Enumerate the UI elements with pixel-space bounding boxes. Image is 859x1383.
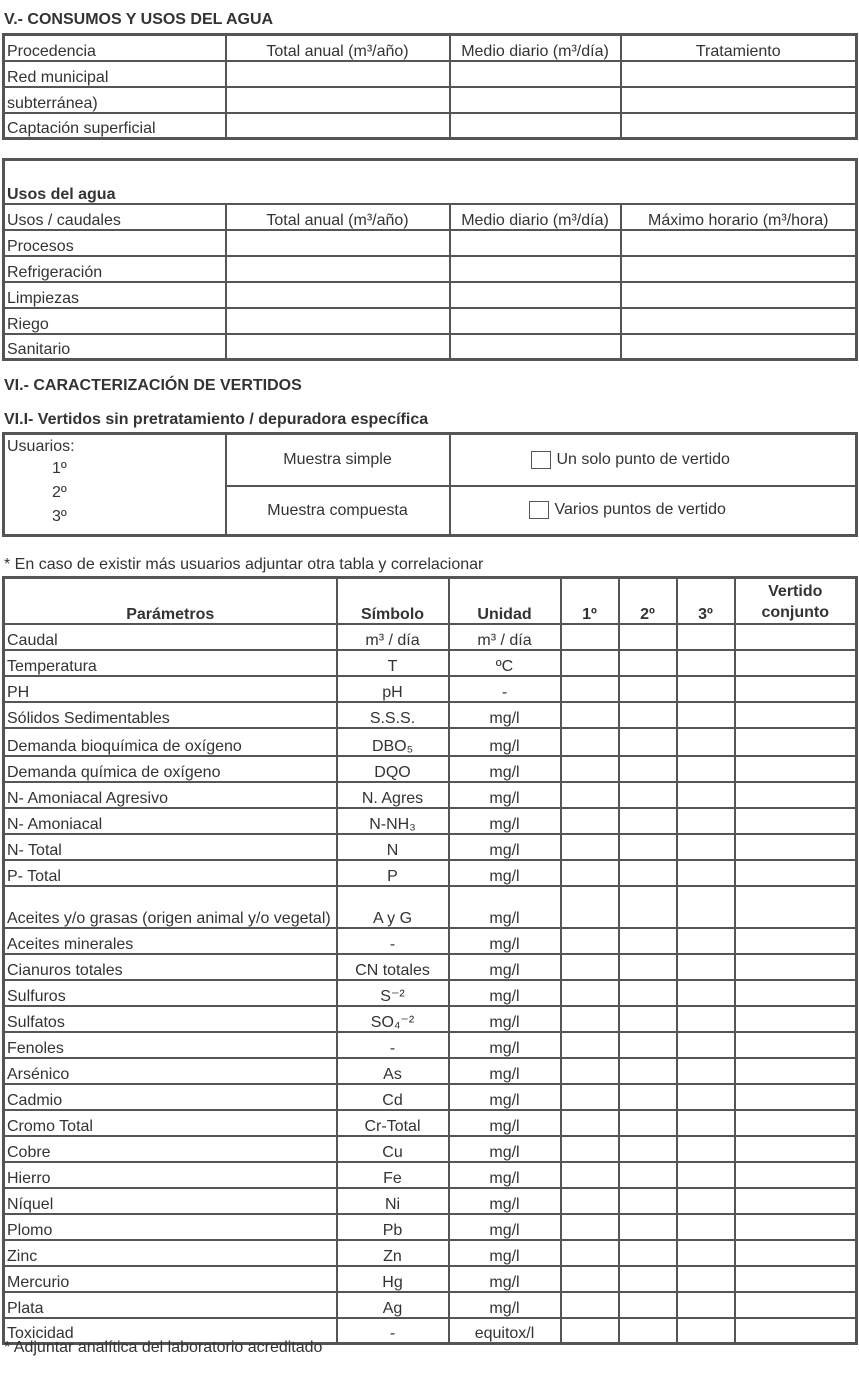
param-name: N- Amoniacal: [4, 808, 337, 834]
section-vi-subtitle: VI.I- Vertidos sin pretratamiento / depuradora específica: [4, 411, 429, 428]
table-row: [4, 1084, 857, 1110]
table-row: [4, 1110, 857, 1136]
input-cell[interactable]: [621, 282, 857, 308]
vertido-conjunto-cell[interactable]: [735, 928, 857, 954]
table-row: [4, 1292, 857, 1318]
value-cell[interactable]: [561, 1110, 619, 1136]
usuario-1: 1º: [52, 460, 67, 477]
input-cell[interactable]: [226, 256, 450, 282]
medio-diario-header: Medio diario (m³/día): [450, 204, 621, 230]
param-name: Cromo Total: [4, 1110, 337, 1136]
param-name: Mercurio: [4, 1266, 337, 1292]
param-symbol: S⁻²: [337, 980, 449, 1006]
value-cell[interactable]: [619, 1292, 677, 1318]
vertido-conjunto-cell[interactable]: [735, 1084, 857, 1110]
value-cell[interactable]: [677, 886, 735, 928]
value-cell[interactable]: [561, 650, 619, 676]
input-cell[interactable]: [450, 113, 621, 139]
param-unit: mg/l: [449, 1214, 561, 1240]
value-cell[interactable]: [619, 1318, 677, 1344]
param-symbol: N-NH₃: [337, 808, 449, 834]
total-anual-header: Total anual (m³/año): [226, 35, 450, 61]
table-row: [4, 1240, 857, 1266]
table-row: [4, 1188, 857, 1214]
input-cell[interactable]: [226, 282, 450, 308]
vertido-conjunto-cell[interactable]: [735, 1006, 857, 1032]
input-cell[interactable]: [621, 256, 857, 282]
param-unit: mg/l: [449, 954, 561, 980]
value-cell[interactable]: [619, 756, 677, 782]
value-cell[interactable]: [561, 1214, 619, 1240]
note-usuarios: * En caso de existir más usuarios adjuntar otra tabla y correlacionar: [4, 556, 484, 573]
param-name: P- Total: [4, 860, 337, 886]
input-cell[interactable]: [621, 113, 857, 139]
value-cell[interactable]: [561, 1318, 619, 1344]
param-name: Sulfuros: [4, 980, 337, 1006]
vertido-conjunto-cell[interactable]: [735, 1292, 857, 1318]
tratamiento-header: Tratamiento: [621, 35, 857, 61]
value-cell[interactable]: [677, 1188, 735, 1214]
vertido-conjunto-cell[interactable]: [735, 782, 857, 808]
procedencia-row-label: Captación superficial: [4, 113, 226, 139]
param-unit: mg/l: [449, 1058, 561, 1084]
vertido-conjunto-cell[interactable]: [735, 1162, 857, 1188]
input-cell[interactable]: [450, 230, 621, 256]
section-vi-title: VI.- CARACTERIZACIÓN DE VERTIDOS: [4, 377, 302, 394]
param-unit: mg/l: [449, 1084, 561, 1110]
value-cell[interactable]: [619, 624, 677, 650]
param-unit: mg/l: [449, 808, 561, 834]
param-unit: mg/l: [449, 1240, 561, 1266]
value-cell[interactable]: [619, 1240, 677, 1266]
value-cell[interactable]: [677, 1032, 735, 1058]
usuario-3: 3º: [52, 508, 67, 525]
param-symbol: -: [337, 1318, 449, 1344]
param-symbol: N. Agres: [337, 782, 449, 808]
value-cell[interactable]: [677, 676, 735, 702]
value-cell[interactable]: [677, 1240, 735, 1266]
params-header-unidad: Unidad: [449, 578, 561, 624]
vertido-conjunto-cell[interactable]: [735, 1058, 857, 1084]
table-row: [4, 1214, 857, 1240]
vertido-conjunto-cell[interactable]: [735, 650, 857, 676]
value-cell[interactable]: [561, 1188, 619, 1214]
param-name: Cianuros totales: [4, 954, 337, 980]
input-cell[interactable]: [226, 61, 450, 87]
params-header-3: 3º: [677, 578, 735, 624]
value-cell[interactable]: [619, 808, 677, 834]
param-name: Níquel: [4, 1188, 337, 1214]
value-cell[interactable]: [677, 782, 735, 808]
param-unit: mg/l: [449, 928, 561, 954]
param-unit: m³ / día: [449, 624, 561, 650]
table-row: [4, 1058, 857, 1084]
muestra-simple-label: Muestra simple: [226, 434, 450, 486]
param-symbol: Ag: [337, 1292, 449, 1318]
value-cell[interactable]: [677, 650, 735, 676]
procedencia-header: Procedencia: [4, 35, 226, 61]
usuarios-table: [2, 432, 858, 537]
table-row: [4, 1136, 857, 1162]
param-symbol: SO₄⁻²: [337, 1006, 449, 1032]
vertido-conjunto-cell[interactable]: [735, 1318, 857, 1344]
value-cell[interactable]: [561, 1266, 619, 1292]
value-cell[interactable]: [677, 860, 735, 886]
param-name: Caudal: [4, 624, 337, 650]
param-unit: mg/l: [449, 1266, 561, 1292]
vertido-conjunto-cell[interactable]: [735, 1266, 857, 1292]
vertido-conjunto-cell[interactable]: [735, 808, 857, 834]
param-symbol: Pb: [337, 1214, 449, 1240]
param-name: Temperatura: [4, 650, 337, 676]
value-cell[interactable]: [677, 1292, 735, 1318]
vertido-conjunto-cell[interactable]: [735, 1214, 857, 1240]
param-symbol: Cd: [337, 1084, 449, 1110]
param-symbol: m³ / día: [337, 624, 449, 650]
value-cell[interactable]: [619, 860, 677, 886]
usos-title: Usos del agua: [4, 160, 857, 204]
input-cell[interactable]: [450, 61, 621, 87]
procedencia-row-label: subterránea): [4, 87, 226, 113]
param-unit: mg/l: [449, 1292, 561, 1318]
input-cell[interactable]: [450, 334, 621, 360]
param-symbol: Ni: [337, 1188, 449, 1214]
value-cell[interactable]: [619, 834, 677, 860]
param-name: Hierro: [4, 1162, 337, 1188]
value-cell[interactable]: [561, 954, 619, 980]
value-cell[interactable]: [619, 676, 677, 702]
value-cell[interactable]: [561, 1136, 619, 1162]
usos-row-label: Limpiezas: [4, 282, 226, 308]
total-anual-header: Total anual (m³/año): [226, 204, 450, 230]
param-name: Aceites minerales: [4, 928, 337, 954]
param-name: Sólidos Sedimentables: [4, 702, 337, 728]
input-cell[interactable]: [621, 334, 857, 360]
value-cell[interactable]: [619, 1032, 677, 1058]
value-cell[interactable]: [677, 1058, 735, 1084]
param-name: Plomo: [4, 1214, 337, 1240]
value-cell[interactable]: [561, 834, 619, 860]
value-cell[interactable]: [677, 834, 735, 860]
value-cell[interactable]: [619, 886, 677, 928]
value-cell[interactable]: [619, 728, 677, 756]
value-cell[interactable]: [677, 728, 735, 756]
param-name: N- Amoniacal Agresivo: [4, 782, 337, 808]
value-cell[interactable]: [677, 928, 735, 954]
params-header-parametros: Parámetros: [4, 578, 337, 624]
medio-diario-header: Medio diario (m³/día): [450, 35, 621, 61]
un-solo-label: Un solo punto de vertido: [556, 450, 730, 468]
varios-label: Varios puntos de vertido: [554, 501, 726, 519]
vertido-conjunto-cell[interactable]: [735, 1110, 857, 1136]
param-unit: mg/l: [449, 728, 561, 756]
procedencia-row-label: Red municipal: [4, 61, 226, 87]
value-cell[interactable]: [619, 1084, 677, 1110]
param-symbol: DQO: [337, 756, 449, 782]
note-laboratorio: * Adjuntar analítica del laboratorio acreditado: [4, 1339, 323, 1356]
usos-row-label: Procesos: [4, 230, 226, 256]
un-solo-checkbox[interactable]: [531, 451, 551, 469]
value-cell[interactable]: [561, 728, 619, 756]
param-unit: mg/l: [449, 1162, 561, 1188]
table-row: [4, 954, 857, 980]
value-cell[interactable]: [561, 886, 619, 928]
table-row: [4, 980, 857, 1006]
value-cell[interactable]: [561, 1006, 619, 1032]
param-symbol: N: [337, 834, 449, 860]
value-cell[interactable]: [561, 624, 619, 650]
un-solo-option[interactable]: [450, 434, 857, 486]
table-row: [4, 886, 857, 928]
value-cell[interactable]: [619, 954, 677, 980]
param-symbol: Hg: [337, 1266, 449, 1292]
usuarios-label: Usuarios:: [7, 438, 75, 455]
param-symbol: S.S.S.: [337, 702, 449, 728]
vertido-conjunto-cell[interactable]: [735, 1188, 857, 1214]
input-cell[interactable]: [621, 308, 857, 334]
param-name: N- Total: [4, 834, 337, 860]
param-symbol: T: [337, 650, 449, 676]
value-cell[interactable]: [619, 1136, 677, 1162]
vertido-conjunto-cell[interactable]: [735, 1240, 857, 1266]
value-cell[interactable]: [619, 1162, 677, 1188]
vertido-conjunto-cell[interactable]: [735, 702, 857, 728]
param-unit: mg/l: [449, 980, 561, 1006]
value-cell[interactable]: [677, 756, 735, 782]
param-unit: ºC: [449, 650, 561, 676]
value-cell[interactable]: [677, 1214, 735, 1240]
input-cell[interactable]: [621, 87, 857, 113]
param-unit: mg/l: [449, 782, 561, 808]
value-cell[interactable]: [677, 954, 735, 980]
param-name: Arsénico: [4, 1058, 337, 1084]
vertido-conjunto-cell[interactable]: [735, 1032, 857, 1058]
usuario-2: 2º: [52, 484, 67, 501]
input-cell[interactable]: [226, 230, 450, 256]
table-row: [4, 860, 857, 886]
value-cell[interactable]: [561, 702, 619, 728]
param-unit: mg/l: [449, 1136, 561, 1162]
value-cell[interactable]: [561, 1162, 619, 1188]
input-cell[interactable]: [226, 113, 450, 139]
vertido-conjunto-cell[interactable]: [735, 756, 857, 782]
table-row: [4, 782, 857, 808]
param-symbol: A y G: [337, 886, 449, 928]
value-cell[interactable]: [561, 928, 619, 954]
table-row: [4, 650, 857, 676]
vertido-conjunto-cell[interactable]: [735, 676, 857, 702]
param-unit: mg/l: [449, 1188, 561, 1214]
vertido-conjunto-cell[interactable]: [735, 834, 857, 860]
param-symbol: -: [337, 928, 449, 954]
table-row: [4, 676, 857, 702]
table-row: [4, 1266, 857, 1292]
muestra-compuesta-label: Muestra compuesta: [226, 486, 450, 536]
usos-row-label: Sanitario: [4, 334, 226, 360]
param-unit: mg/l: [449, 834, 561, 860]
value-cell[interactable]: [561, 980, 619, 1006]
table-row: [4, 624, 857, 650]
param-unit: equitox/l: [449, 1318, 561, 1344]
input-cell[interactable]: [621, 61, 857, 87]
section-v-title: V.- CONSUMOS Y USOS DEL AGUA: [4, 11, 274, 28]
table-row: [4, 728, 857, 756]
param-symbol: P: [337, 860, 449, 886]
param-name: Zinc: [4, 1240, 337, 1266]
param-unit: mg/l: [449, 860, 561, 886]
param-unit: mg/l: [449, 702, 561, 728]
params-header-simbolo: Símbolo: [337, 578, 449, 624]
value-cell[interactable]: [677, 702, 735, 728]
value-cell[interactable]: [619, 1214, 677, 1240]
value-cell[interactable]: [561, 782, 619, 808]
param-symbol: pH: [337, 676, 449, 702]
value-cell[interactable]: [677, 1136, 735, 1162]
param-symbol: Cu: [337, 1136, 449, 1162]
param-name: Demanda química de oxígeno: [4, 756, 337, 782]
vertido-conjunto-cell[interactable]: [735, 954, 857, 980]
param-name: Toxicidad: [4, 1318, 337, 1344]
vertido-conjunto-cell[interactable]: [735, 980, 857, 1006]
params-table: [2, 576, 858, 1345]
param-unit: mg/l: [449, 1110, 561, 1136]
value-cell[interactable]: [677, 1318, 735, 1344]
param-name: Fenoles: [4, 1032, 337, 1058]
procedencia-table: [2, 33, 858, 140]
value-cell[interactable]: [677, 1162, 735, 1188]
param-symbol: Zn: [337, 1240, 449, 1266]
input-cell[interactable]: [621, 230, 857, 256]
input-cell[interactable]: [450, 87, 621, 113]
table-row: [4, 834, 857, 860]
param-name: Cadmio: [4, 1084, 337, 1110]
value-cell[interactable]: [619, 650, 677, 676]
table-row: [4, 928, 857, 954]
value-cell[interactable]: [561, 860, 619, 886]
value-cell[interactable]: [561, 1032, 619, 1058]
param-name: Sulfatos: [4, 1006, 337, 1032]
value-cell[interactable]: [677, 980, 735, 1006]
value-cell[interactable]: [561, 1240, 619, 1266]
value-cell[interactable]: [619, 782, 677, 808]
param-unit: mg/l: [449, 756, 561, 782]
param-unit: -: [449, 676, 561, 702]
value-cell[interactable]: [619, 1266, 677, 1292]
value-cell[interactable]: [677, 1006, 735, 1032]
param-name: Demanda bioquímica de oxígeno: [4, 728, 337, 756]
table-row: [4, 1006, 857, 1032]
value-cell[interactable]: [561, 808, 619, 834]
value-cell[interactable]: [561, 676, 619, 702]
param-symbol: Fe: [337, 1162, 449, 1188]
table-row: [4, 702, 857, 728]
usos-row-label: Riego: [4, 308, 226, 334]
table-row: [4, 1032, 857, 1058]
value-cell[interactable]: [619, 980, 677, 1006]
vertido-conjunto-cell[interactable]: [735, 860, 857, 886]
param-symbol: As: [337, 1058, 449, 1084]
value-cell[interactable]: [677, 1110, 735, 1136]
params-header-1: 1º: [561, 578, 619, 624]
param-unit: mg/l: [449, 1032, 561, 1058]
value-cell[interactable]: [677, 1266, 735, 1292]
value-cell[interactable]: [619, 928, 677, 954]
input-cell[interactable]: [450, 282, 621, 308]
value-cell[interactable]: [677, 808, 735, 834]
value-cell[interactable]: [619, 1110, 677, 1136]
maximo-horario-header: Máximo horario (m³/hora): [621, 204, 857, 230]
usos-row-label: Refrigeración: [4, 256, 226, 282]
table-row: [4, 1162, 857, 1188]
usos-header: Usos / caudales: [4, 204, 226, 230]
value-cell[interactable]: [677, 624, 735, 650]
value-cell[interactable]: [619, 1188, 677, 1214]
value-cell[interactable]: [619, 702, 677, 728]
input-cell[interactable]: [226, 87, 450, 113]
param-symbol: DBO₅: [337, 728, 449, 756]
varios-checkbox[interactable]: [529, 501, 549, 519]
value-cell[interactable]: [619, 1058, 677, 1084]
value-cell[interactable]: [561, 756, 619, 782]
table-row: [4, 756, 857, 782]
value-cell[interactable]: [619, 1006, 677, 1032]
param-symbol: CN totales: [337, 954, 449, 980]
usuarios-cell: [4, 434, 226, 536]
param-symbol: -: [337, 1032, 449, 1058]
vertido-conjunto-cell[interactable]: [735, 886, 857, 928]
input-cell[interactable]: [450, 308, 621, 334]
param-name: PH: [4, 676, 337, 702]
input-cell[interactable]: [226, 334, 450, 360]
varios-option[interactable]: [450, 486, 857, 536]
value-cell[interactable]: [677, 1084, 735, 1110]
param-unit: mg/l: [449, 886, 561, 928]
params-header-2: 2º: [619, 578, 677, 624]
value-cell[interactable]: [561, 1058, 619, 1084]
input-cell[interactable]: [226, 308, 450, 334]
usos-table: [2, 158, 858, 361]
param-name: Cobre: [4, 1136, 337, 1162]
vertido-conjunto-cell[interactable]: [735, 624, 857, 650]
value-cell[interactable]: [561, 1292, 619, 1318]
param-symbol: Cr-Total: [337, 1110, 449, 1136]
table-row: [4, 808, 857, 834]
param-unit: mg/l: [449, 1006, 561, 1032]
value-cell[interactable]: [561, 1084, 619, 1110]
vertido-conjunto-cell[interactable]: [735, 728, 857, 756]
input-cell[interactable]: [450, 256, 621, 282]
param-name: Aceites y/o grasas (origen animal y/o vegetal): [4, 886, 337, 928]
vertido-conjunto-cell[interactable]: [735, 1136, 857, 1162]
param-name: Plata: [4, 1292, 337, 1318]
params-header-vertido-conjunto: Vertido conjunto: [735, 578, 857, 624]
